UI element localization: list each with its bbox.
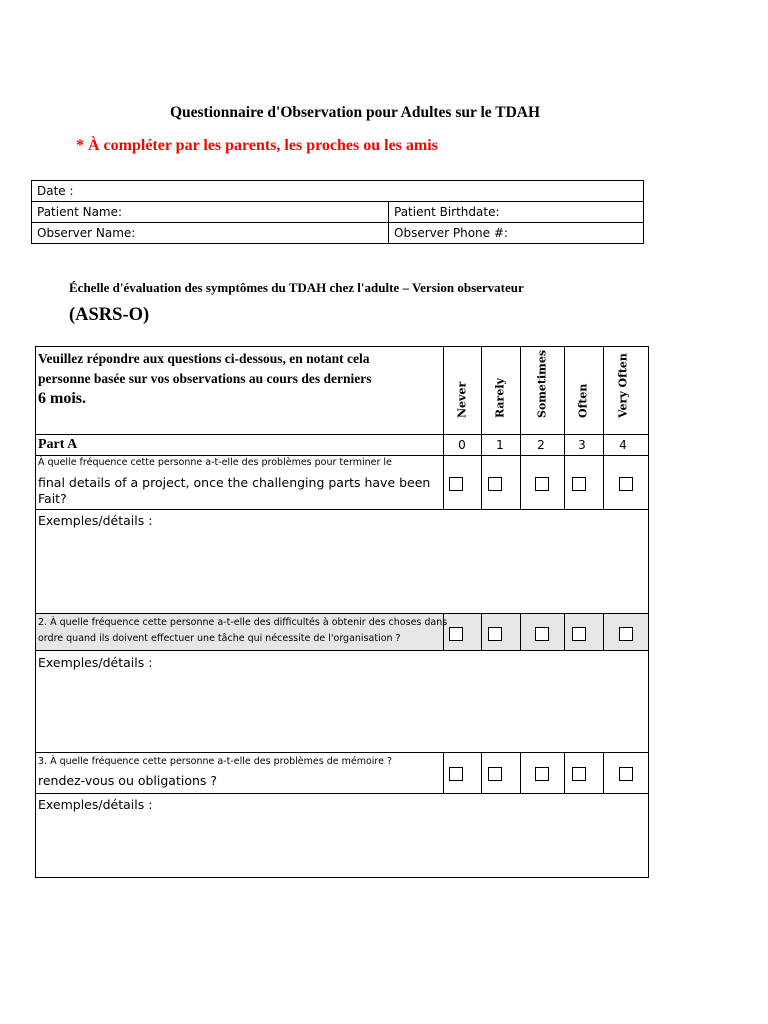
examples-label: Exemples/détails :	[38, 655, 153, 670]
score-label: 4	[619, 438, 627, 452]
score-label: 2	[537, 438, 545, 452]
divider	[36, 613, 648, 614]
patient-birthdate-field[interactable]: Patient Birthdate:	[389, 202, 644, 223]
observer-name-field[interactable]: Observer Name:	[32, 223, 389, 244]
q1-very-often-checkbox[interactable]	[619, 477, 633, 491]
instruction-line: personne basée sur vos observations au cours des derniers	[38, 371, 372, 386]
divider	[36, 650, 648, 651]
column-header-never: Never	[455, 381, 469, 418]
divider	[564, 752, 565, 793]
page-title: Questionnaire d'Observation pour Adultes sur le TDAH	[169, 104, 541, 121]
instruction-line: 6 mois.	[38, 390, 86, 407]
scale-title: Échelle d'évaluation des symptômes du TDAH chez l'adulte – Version observateur	[69, 280, 524, 295]
examples-label: Exemples/détails :	[38, 513, 153, 528]
part-label: Part A	[38, 437, 78, 452]
q3-never-checkbox[interactable]	[449, 767, 463, 781]
instruction-line: Veuillez répondre aux questions ci-dessous, en notant cela	[38, 351, 370, 366]
q2-often-checkbox[interactable]	[572, 627, 586, 641]
column-header-sometimes: Sometimes	[535, 349, 549, 418]
divider	[443, 752, 444, 793]
q2-never-checkbox[interactable]	[449, 627, 463, 641]
question-3-line-1: 3. À quelle fréquence cette personne a-t-elle des problèmes de mémoire ?	[38, 756, 393, 767]
divider	[36, 793, 648, 794]
q1-rarely-checkbox[interactable]	[488, 477, 502, 491]
examples-label: Exemples/détails :	[38, 797, 153, 812]
score-label: 0	[458, 438, 466, 452]
score-label: 3	[578, 438, 586, 452]
question-1-line-3: Fait?	[38, 491, 67, 506]
question-1-line-1: À quelle fréquence cette personne a-t-elle des problèmes pour terminer le	[38, 457, 392, 468]
page-subtitle: * À compléter par les parents, les proches ou les amis	[76, 137, 438, 154]
info-table	[31, 180, 644, 244]
q1-sometimes-checkbox[interactable]	[535, 477, 549, 491]
divider	[36, 752, 648, 753]
column-header-often: Often	[576, 383, 590, 418]
divider	[36, 455, 648, 456]
column-header-rarely: Rarely	[493, 378, 507, 418]
divider	[36, 509, 648, 510]
divider	[36, 434, 648, 435]
q1-never-checkbox[interactable]	[449, 477, 463, 491]
instructions	[38, 349, 443, 409]
divider	[481, 752, 482, 793]
divider	[564, 613, 565, 650]
date-field[interactable]: Date :	[32, 181, 644, 202]
score-label: 1	[496, 438, 504, 452]
questionnaire-table	[35, 346, 649, 878]
divider	[520, 347, 521, 509]
q3-often-checkbox[interactable]	[572, 767, 586, 781]
divider	[603, 613, 604, 650]
question-3-line-2: rendez-vous ou obligations ?	[38, 773, 218, 788]
q3-rarely-checkbox[interactable]	[488, 767, 502, 781]
q2-sometimes-checkbox[interactable]	[535, 627, 549, 641]
divider	[520, 752, 521, 793]
patient-name-field[interactable]: Patient Name:	[32, 202, 389, 223]
q3-sometimes-checkbox[interactable]	[535, 767, 549, 781]
q3-very-often-checkbox[interactable]	[619, 767, 633, 781]
divider	[603, 752, 604, 793]
question-2-line-1: 2. À quelle fréquence cette personne a-t-elle des difficultés à obtenir des choses dans	[38, 617, 448, 628]
q2-very-often-checkbox[interactable]	[619, 627, 633, 641]
scale-acronym: (ASRS-O)	[69, 305, 150, 325]
q1-often-checkbox[interactable]	[572, 477, 586, 491]
q2-rarely-checkbox[interactable]	[488, 627, 502, 641]
question-2-line-2: ordre quand ils doivent effectuer une tâche qui nécessite de l'organisation ?	[38, 633, 401, 644]
divider	[520, 613, 521, 650]
observer-phone-field[interactable]: Observer Phone #:	[389, 223, 644, 244]
column-header-very-often: Very Often	[616, 353, 630, 418]
question-1-line-2: final details of a project, once the challenging parts have been	[38, 475, 431, 490]
